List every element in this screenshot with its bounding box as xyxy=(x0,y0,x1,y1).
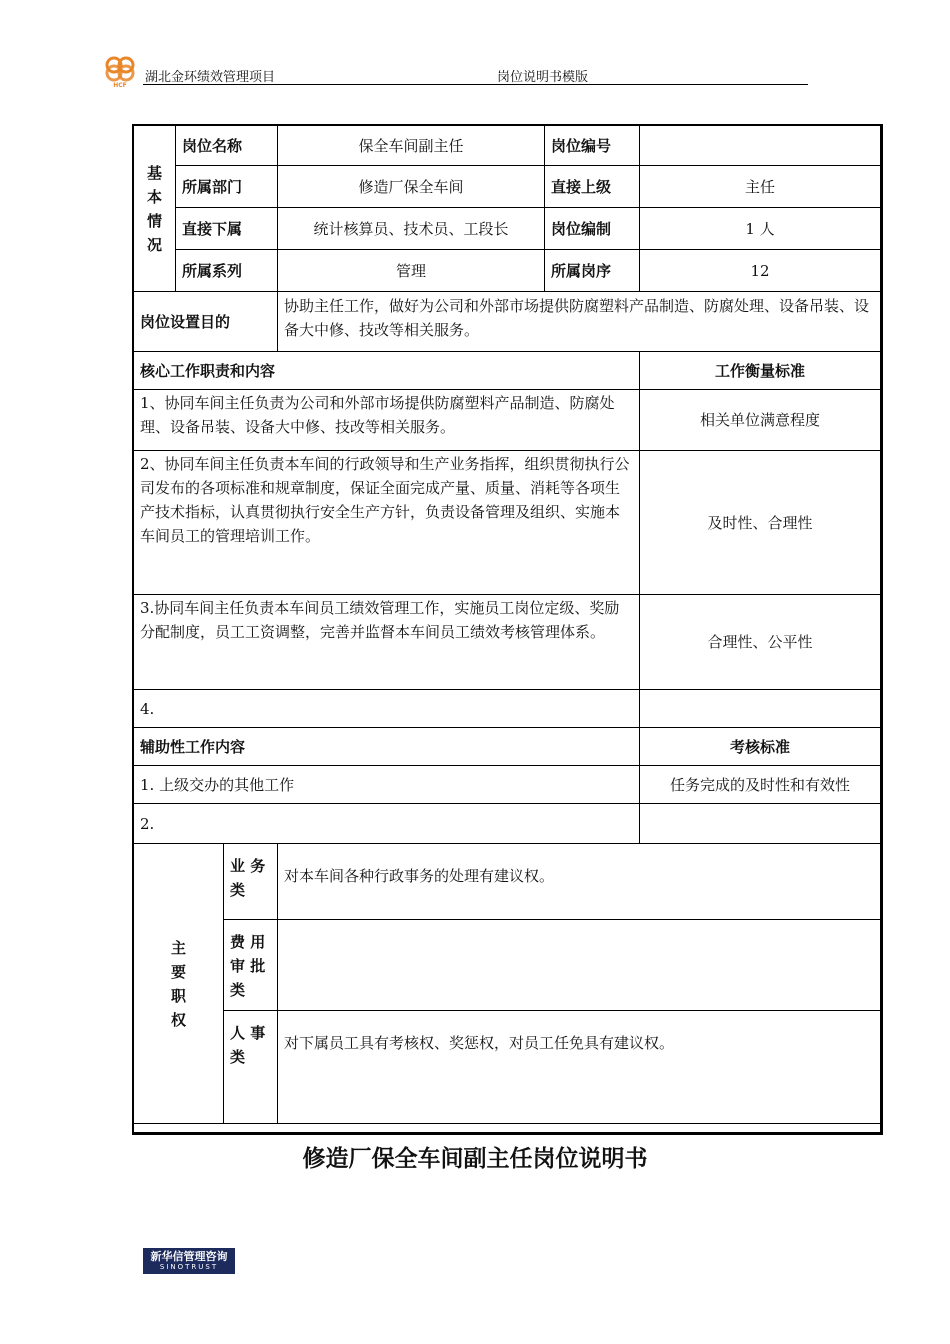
authority-text: 对本车间各种行政事务的处理有建议权。 xyxy=(278,844,881,920)
supervisor-label: 直接上级 xyxy=(545,166,640,208)
purpose-text: 协助主任工作，做好为公司和外部市场提供防腐塑料产品制造、防腐处理、设备吊装、设备大中修、技改等相关服务。 xyxy=(278,292,881,352)
authority-section-label: 主 要 职 权 xyxy=(134,844,224,1124)
aux-standard-header: 考核标准 xyxy=(640,728,881,766)
project-name: 湖北金环绩效管理项目 xyxy=(145,70,276,85)
core-duty-item: 3.协同车间主任负责本车间员工绩效管理工作，实施员工岗位定级、奖励分配制度，员工工资调整，完善并监督本车间员工绩效考核管理体系。 xyxy=(134,595,640,690)
core-duty-standard: 相关单位满意程度 xyxy=(640,390,881,451)
series-label: 所属系列 xyxy=(176,250,278,292)
aux-duty-item: 1. 上级交办的其他工作 xyxy=(134,766,640,804)
template-name: 岗位说明书模版 xyxy=(497,70,589,85)
core-duties-header: 核心工作职责和内容 xyxy=(134,352,640,390)
core-duty-standard: 合理性、公平性 xyxy=(640,595,881,690)
subordinates-value: 统计核算员、技术员、工段长 xyxy=(278,208,545,250)
aux-duty-standard: 任务完成的及时性和有效性 xyxy=(640,766,881,804)
hcf-logo-icon xyxy=(100,54,140,88)
basic-section-label: 基 本 情 况 xyxy=(134,126,176,292)
series-value: 管理 xyxy=(278,250,545,292)
position-name-value: 保全车间副主任 xyxy=(278,126,545,166)
footer-logo-cn: 新华信管理咨询 xyxy=(150,1250,228,1263)
headcount-value: 1 人 xyxy=(640,208,881,250)
aux-duties-header: 辅助性工作内容 xyxy=(134,728,640,766)
authority-text: 对下属员工具有考核权、奖惩权，对员工任免具有建议权。 xyxy=(278,1011,881,1124)
position-name-label: 岗位名称 xyxy=(176,126,278,166)
core-standard-header: 工作衡量标准 xyxy=(640,352,881,390)
aux-duty-item: 2. xyxy=(134,804,640,844)
position-code-label: 岗位编号 xyxy=(545,126,640,166)
department-value: 修造厂保全车间 xyxy=(278,166,545,208)
purpose-label: 岗位设置目的 xyxy=(134,292,278,352)
sequence-label: 所属岗序 xyxy=(545,250,640,292)
supervisor-value: 主任 xyxy=(640,166,881,208)
sinotrust-logo xyxy=(143,1248,235,1274)
document-title: 修造厂保全车间副主任岗位说明书 xyxy=(302,1146,648,1172)
core-duty-item: 1、协同车间主任负责为公司和外部市场提供防腐塑料产品制造、防腐处理、设备吊装、设备大中修、技改等相关服务。 xyxy=(134,390,640,451)
footer-logo-en: SINOTRUST xyxy=(159,1263,219,1271)
job-description-table xyxy=(133,125,881,1124)
department-label: 所属部门 xyxy=(176,166,278,208)
page-header xyxy=(100,52,808,88)
core-duty-item: 4. xyxy=(134,690,640,728)
core-duty-standard xyxy=(640,690,881,728)
authority-text xyxy=(278,920,881,1011)
position-code-value xyxy=(640,126,881,166)
authority-category: 费 用 审 批 类 xyxy=(224,920,278,1011)
aux-duty-standard xyxy=(640,804,881,844)
header-divider xyxy=(143,84,808,85)
logo-text: HCF xyxy=(113,82,127,88)
core-duty-standard: 及时性、合理性 xyxy=(640,451,881,595)
subordinates-label: 直接下属 xyxy=(176,208,278,250)
core-duty-item: 2、协同车间主任负责本车间的行政领导和生产业务指挥，组织贯彻执行公司发布的各项标准和规章制度，保证全面完成产量、质量、消耗等各项生产技术指标，认真贯彻执行安全生产方针，负责设备管理及组织、实施本车间员工的管理培训工作。 xyxy=(134,451,640,595)
sequence-value: 12 xyxy=(640,250,881,292)
authority-category: 业 务 类 xyxy=(224,844,278,920)
authority-category: 人 事 类 xyxy=(224,1011,278,1124)
headcount-label: 岗位编制 xyxy=(545,208,640,250)
